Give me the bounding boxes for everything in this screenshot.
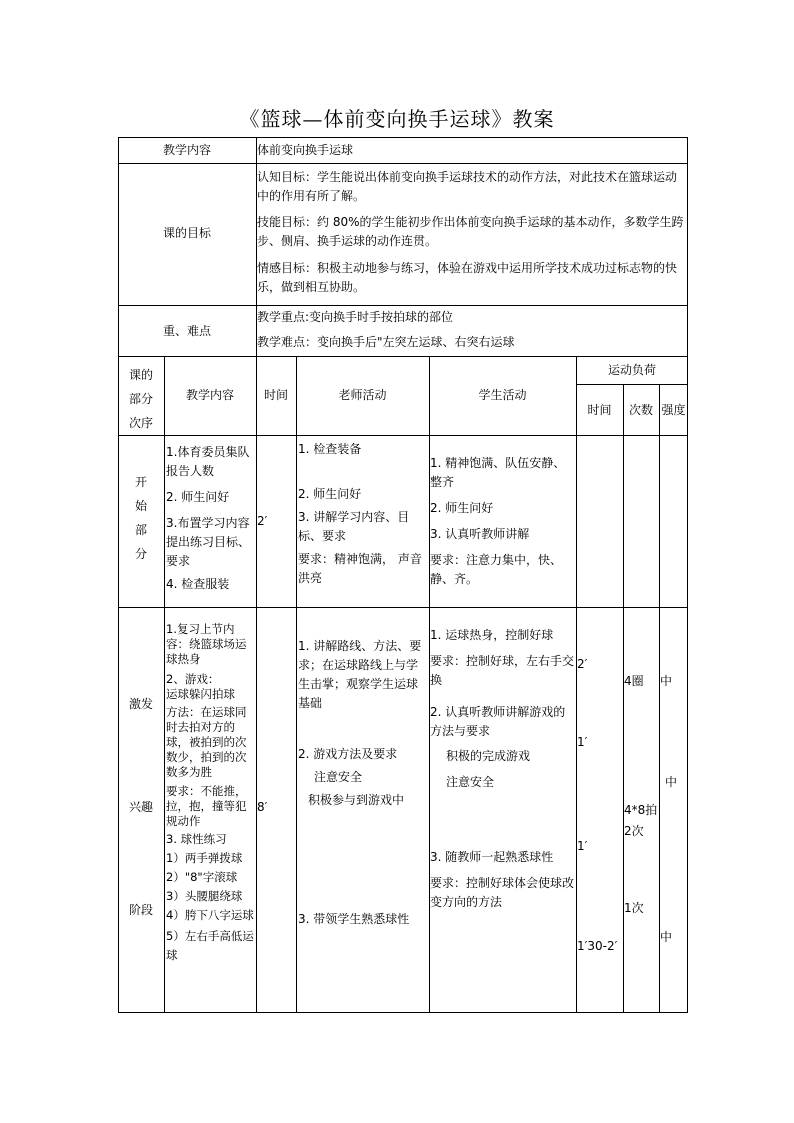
teacher-item: 积极参与到游戏中 xyxy=(308,793,405,807)
load-header: 运动负荷 xyxy=(607,363,656,377)
load-subheader-divider xyxy=(576,384,688,385)
load-time-value: 1′30-2′ xyxy=(577,939,618,953)
student-item: 要求：控制好球体会使球改变方向的方法 xyxy=(430,876,575,909)
teacher-item: 1. 检查装备 xyxy=(298,442,362,456)
content-value: 体前变向换手运球 xyxy=(257,143,354,157)
goal-affective: 情感目标：积极主动地参与练习，体验在游戏中运用所学技术成功过标志物的快乐，做到相互协助。 xyxy=(257,261,678,294)
section1-content xyxy=(166,443,256,594)
load-time-value: 2′ xyxy=(577,657,588,671)
content-item: 1）两手弹拨球 xyxy=(166,851,243,865)
goal-cognitive: 认知目标：学生能说出体前变向换手运球技术的动作方法，对此技术在篮球运动中的作用有所了解。 xyxy=(257,170,678,203)
load-count-value: 4圈 xyxy=(624,674,644,688)
student-item: 3. 随教师一起熟悉球性 xyxy=(430,850,554,864)
load-intensity-value: 中 xyxy=(665,775,678,789)
keypoint-label: 重、难点 xyxy=(162,324,211,338)
phase-char: 分 xyxy=(134,547,147,561)
section1-teacher xyxy=(298,440,428,588)
table-border-bottom xyxy=(118,1012,688,1013)
student-item: 注意安全 xyxy=(446,775,495,789)
content-item: 2. 师生问好 xyxy=(166,490,230,504)
keypoint-difficulty: 教学难点：变向换手后"左突左运球、右突右运球 xyxy=(257,335,515,349)
load-time-value: 1′ xyxy=(577,735,588,749)
load-count-value: 1次 xyxy=(624,901,644,915)
col-divider xyxy=(576,356,577,1012)
teacher-item: 注意安全 xyxy=(314,770,363,784)
row-divider xyxy=(118,607,688,608)
phase-header xyxy=(118,363,164,435)
phase-char: 始 xyxy=(134,499,147,513)
content-item: 1.复习上节内容：绕篮球场运球热身 xyxy=(166,622,247,666)
section2-time: 8′ xyxy=(257,800,268,814)
col-divider xyxy=(296,356,297,1012)
row-divider xyxy=(118,435,688,436)
col-divider xyxy=(164,356,165,1012)
content-item: 方法：在运球同时去拍对方的球，被拍到的次数少，拍到的次数多为胜 xyxy=(166,705,247,779)
table-border-top xyxy=(118,137,688,138)
phase-char: 开 xyxy=(134,475,147,489)
phase-char: 部 xyxy=(134,523,147,537)
phase-header-line: 课的 xyxy=(128,368,153,382)
content-item: 4）胯下八字运球 xyxy=(166,908,254,922)
content-item: 3.布置学习内容提出练习目标、要求 xyxy=(166,516,251,568)
section1-phase xyxy=(118,470,164,566)
teacher-item: 2. 游戏方法及要求 xyxy=(298,747,398,761)
col-divider xyxy=(623,384,624,1012)
teacher-item: 1. 讲解路线、方法、要求；在运球路线上与学生击掌；观察学生运球基础 xyxy=(298,639,422,710)
load-time-value: 1′ xyxy=(577,839,588,853)
content-item: 1.体育委员集队报告人数 xyxy=(166,445,250,478)
teacher-header: 老师活动 xyxy=(338,388,387,402)
phase-header-line: 次序 xyxy=(128,416,153,430)
time-header: 时间 xyxy=(263,388,288,402)
goal-skill: 技能目标：约 80%的学生能初步作出体前变向换手运球的基本动作，多数学生跨步、侧肩、换手运球的动作连贯。 xyxy=(257,215,684,248)
student-header: 学生活动 xyxy=(478,388,527,402)
student-item: 2. 师生问好 xyxy=(430,501,494,515)
load-count-header: 次数 xyxy=(628,403,653,417)
lesson-plan-table xyxy=(118,137,688,1013)
row-divider xyxy=(118,305,688,306)
section2-phase: 阶段 xyxy=(128,903,153,917)
section1-student xyxy=(430,454,575,589)
student-item: 积极的完成游戏 xyxy=(446,749,531,763)
content-item: 4. 检查服装 xyxy=(166,577,230,591)
table-border-right xyxy=(687,137,688,1013)
row-divider xyxy=(118,163,688,164)
student-item: 2. 认真听教师讲解游戏的方法与要求 xyxy=(430,705,566,738)
row-divider xyxy=(118,356,688,357)
content-header: 教学内容 xyxy=(185,388,234,402)
content-item: 运球躲闪拍球 xyxy=(166,687,235,701)
table-border-left xyxy=(118,137,119,1013)
content-item: 3. 球性练习 xyxy=(166,832,227,846)
load-intensity-value: 中 xyxy=(660,930,673,944)
load-intensity-value: 中 xyxy=(660,674,673,688)
content-item: 5）左右手高低运球 xyxy=(166,929,254,962)
document-title: 《篮球—体前变向换手运球》教案 xyxy=(239,107,555,131)
student-item: 1. 运球热身，控制好球 xyxy=(430,628,554,642)
col-divider xyxy=(659,384,660,1012)
content-item: 2）"8"字滚球 xyxy=(166,870,238,884)
content-item: 2、游戏： xyxy=(166,672,220,686)
student-item: 1. 精神饱满、队伍安静、整齐 xyxy=(430,456,566,489)
section1-time: 2′ xyxy=(257,514,268,528)
teacher-item: 要求：精神饱满， 声音洪亮 xyxy=(298,552,422,585)
phase-header-line: 部分 xyxy=(128,392,153,406)
section2-phase: 兴趣 xyxy=(128,800,153,814)
col-divider xyxy=(256,356,257,1012)
load-time-header: 时间 xyxy=(587,403,612,417)
load-count-value: 4*8拍 2次 xyxy=(624,803,658,838)
teacher-item: 2. 师生问好 xyxy=(298,487,362,501)
teacher-item: 3. 讲解学习内容、目标、要求 xyxy=(298,510,410,543)
keypoint-focus: 教学重点:变向换手时手按拍球的部位 xyxy=(257,310,454,324)
section2-phase: 激发 xyxy=(128,697,153,711)
section2-content xyxy=(166,622,256,965)
section2-teacher xyxy=(298,637,428,929)
section2-student xyxy=(430,626,575,912)
student-item: 要求：控制好球，左右手交换 xyxy=(430,654,575,687)
student-item: 要求：注意力集中，快、静、齐。 xyxy=(430,553,563,586)
load-intensity-header: 强度 xyxy=(661,403,686,417)
goal-label: 课的目标 xyxy=(162,226,211,240)
teacher-item: 3. 带领学生熟悉球性 xyxy=(298,912,410,926)
content-item: 要求：不能推，拉，抱，撞等犯规动作 xyxy=(166,784,247,828)
content-item: 3）头腰腿绕球 xyxy=(166,889,243,903)
content-label: 教学内容 xyxy=(162,143,211,157)
student-item: 3. 认真听教师讲解 xyxy=(430,527,530,541)
